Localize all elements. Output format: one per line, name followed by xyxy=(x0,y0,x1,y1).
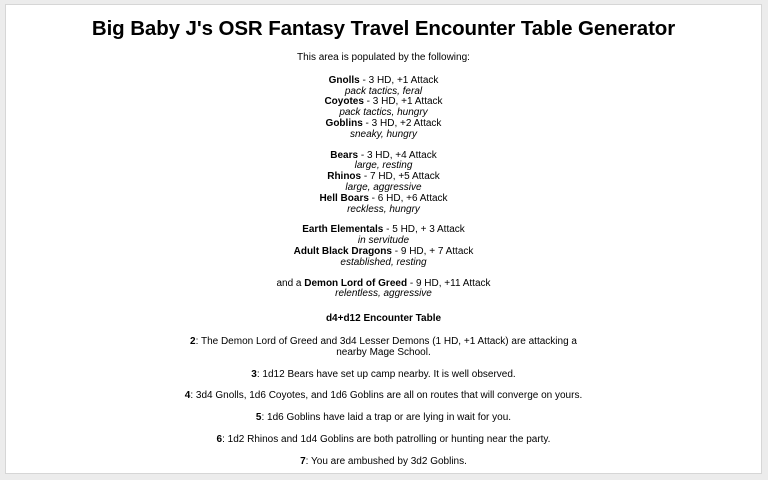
encounter-roll: 6 xyxy=(216,433,223,445)
monster-desc: in servitude xyxy=(357,235,410,247)
encounter-entry xyxy=(174,370,594,381)
monster-name: Coyotes xyxy=(324,96,364,108)
encounter-text: : 1d6 Goblins have laid a trap or are lying in wait for you. xyxy=(261,412,512,424)
monster-desc: pack tactics, feral xyxy=(344,85,423,97)
monster-group xyxy=(6,151,761,216)
encounter-text: : You are ambushed by 3d2 Goblins. xyxy=(305,455,467,467)
monster-name: Gnolls xyxy=(328,74,360,86)
monster-desc: reckless, hungry xyxy=(347,203,420,215)
boss-name: Demon Lord of Greed xyxy=(304,277,408,289)
encounter-entry xyxy=(174,457,594,468)
encounter-roll: 4 xyxy=(184,390,191,402)
page-container xyxy=(5,4,762,474)
monster-group xyxy=(6,76,761,141)
monster-name: Earth Elementals xyxy=(302,224,384,236)
encounter-text: : 3d4 Gnolls, 1d6 Coyotes, and 1d6 Goblins are all on routes that will converge on yours. xyxy=(190,390,583,402)
boss-entry xyxy=(6,279,761,301)
boss-desc: relentless, aggressive xyxy=(335,288,432,300)
monster-desc: sneaky, hungry xyxy=(349,128,418,140)
monster-stats: - 3 HD, +4 Attack xyxy=(358,149,437,161)
content xyxy=(6,53,761,479)
encounter-entry xyxy=(174,337,594,359)
encounter-text: : 1d2 Rhinos and 1d4 Goblins are both patrolling or hunting near the party. xyxy=(222,433,551,445)
encounter-table xyxy=(6,337,761,468)
monster-stats: - 6 HD, +6 Attack xyxy=(368,192,448,204)
monster-desc: established, resting xyxy=(340,256,427,268)
monster-group xyxy=(6,225,761,268)
monster-groups xyxy=(6,76,761,269)
monster-stats: - 9 HD, + 7 Attack xyxy=(391,245,474,257)
encounter-roll: 3 xyxy=(251,368,257,380)
monster-desc: large, aggressive xyxy=(345,181,422,193)
monster-desc: large, resting xyxy=(354,160,413,172)
monster-stats: - 3 HD, +2 Attack xyxy=(362,117,442,129)
monster-desc: pack tactics, hungry xyxy=(339,107,428,119)
page-title: Big Baby J's OSR Fantasy Travel Encounter Table Generator xyxy=(91,17,676,40)
encounter-entry xyxy=(174,413,594,424)
boss-stats: - 9 HD, +11 Attack xyxy=(407,277,491,289)
monster-name: Goblins xyxy=(325,117,363,129)
monster-stats: - 3 HD, +1 Attack xyxy=(359,74,439,86)
monster-line xyxy=(6,76,761,87)
encounter-table-title: d4+d12 Encounter Table xyxy=(325,313,442,325)
encounter-roll: 2 xyxy=(190,335,196,347)
monster-stats: - 3 HD, +1 Attack xyxy=(363,96,443,108)
monster-stats: - 7 HD, +5 Attack xyxy=(361,171,440,183)
monster-stats: - 5 HD, + 3 Attack xyxy=(383,224,465,236)
monster-name: Bears xyxy=(330,149,359,161)
encounter-entry xyxy=(174,391,594,402)
boss-prefix: and a xyxy=(276,277,305,289)
encounter-text: : The Demon Lord of Greed and 3d4 Lesser Demons (1 HD, +1 Attack) are attacking a nearby Mage School. xyxy=(195,335,577,358)
monster-name: Rhinos xyxy=(327,171,362,183)
encounter-roll: 7 xyxy=(300,455,306,467)
monster-name: Hell Boars xyxy=(319,192,369,204)
monster-line xyxy=(6,194,761,205)
encounter-text: : 1d12 Bears have set up camp nearby. It is well observed. xyxy=(256,368,516,380)
intro-text: This area is populated by the following: xyxy=(297,52,470,63)
monster-name: Adult Black Dragons xyxy=(293,245,392,257)
encounter-entry xyxy=(174,435,594,446)
encounter-roll: 5 xyxy=(255,412,262,424)
